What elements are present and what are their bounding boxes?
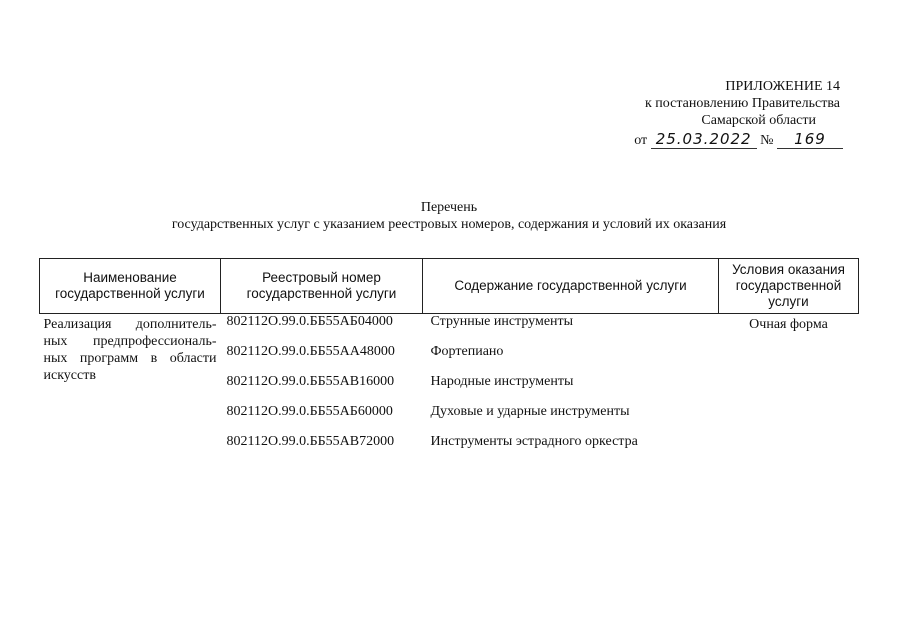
registry-code: 802112О.99.0.ББ55АБ60000 [226,404,393,419]
document-title-line1: Перечень [420,200,478,215]
services-table [39,258,859,457]
service-contents-cell [423,314,719,458]
table-header-row [40,259,859,314]
date-from-label: от [634,133,648,148]
service-name: Реализация дополнитель-ных предпрофессиональ-ных программ в области искусств [43,317,217,383]
header-service-name: Наименование государственной услуги [40,259,221,314]
document-title [40,199,858,233]
annex-resolution-line: к постановлению Правительства [644,96,840,111]
service-content: Народные инструменты [430,374,574,389]
annex-region-line: Самарской области [701,113,816,128]
registry-code: 802112О.99.0.ББ55АБ04000 [226,314,393,329]
service-name-cell [40,314,221,458]
number-label: № [760,133,774,148]
handwritten-number: 169 [777,131,843,149]
document-title-line2: государственных услуг с указанием реестровых номеров, содержания и условий их оказания [171,217,727,232]
header-service-content: Содержание государственной услуги [423,259,719,314]
handwritten-date: 25.03.2022 [651,131,757,149]
table-row [40,314,859,458]
service-content: Духовые и ударные инструменты [430,404,630,419]
registry-codes-cell [221,314,423,458]
registry-code: 802112О.99.0.ББ55АВ72000 [226,434,395,449]
service-condition: Очная форма [749,317,828,332]
service-content: Фортепиано [430,344,504,359]
annex-header [580,78,840,149]
header-service-conditions: Условия оказания государственной услуги [719,259,859,314]
annex-title: ПРИЛОЖЕНИЕ 14 [725,79,840,94]
annex-date-line [580,131,843,149]
service-content: Инструменты эстрадного оркестра [430,434,638,449]
services-table-container [39,258,858,457]
registry-code: 802112О.99.0.ББ55АА48000 [226,344,395,359]
header-registry-number: Реестровый номер государственной услуги [221,259,423,314]
registry-code: 802112О.99.0.ББ55АВ16000 [226,374,395,389]
service-content: Струнные инструменты [430,314,574,329]
service-condition-cell [719,314,859,458]
